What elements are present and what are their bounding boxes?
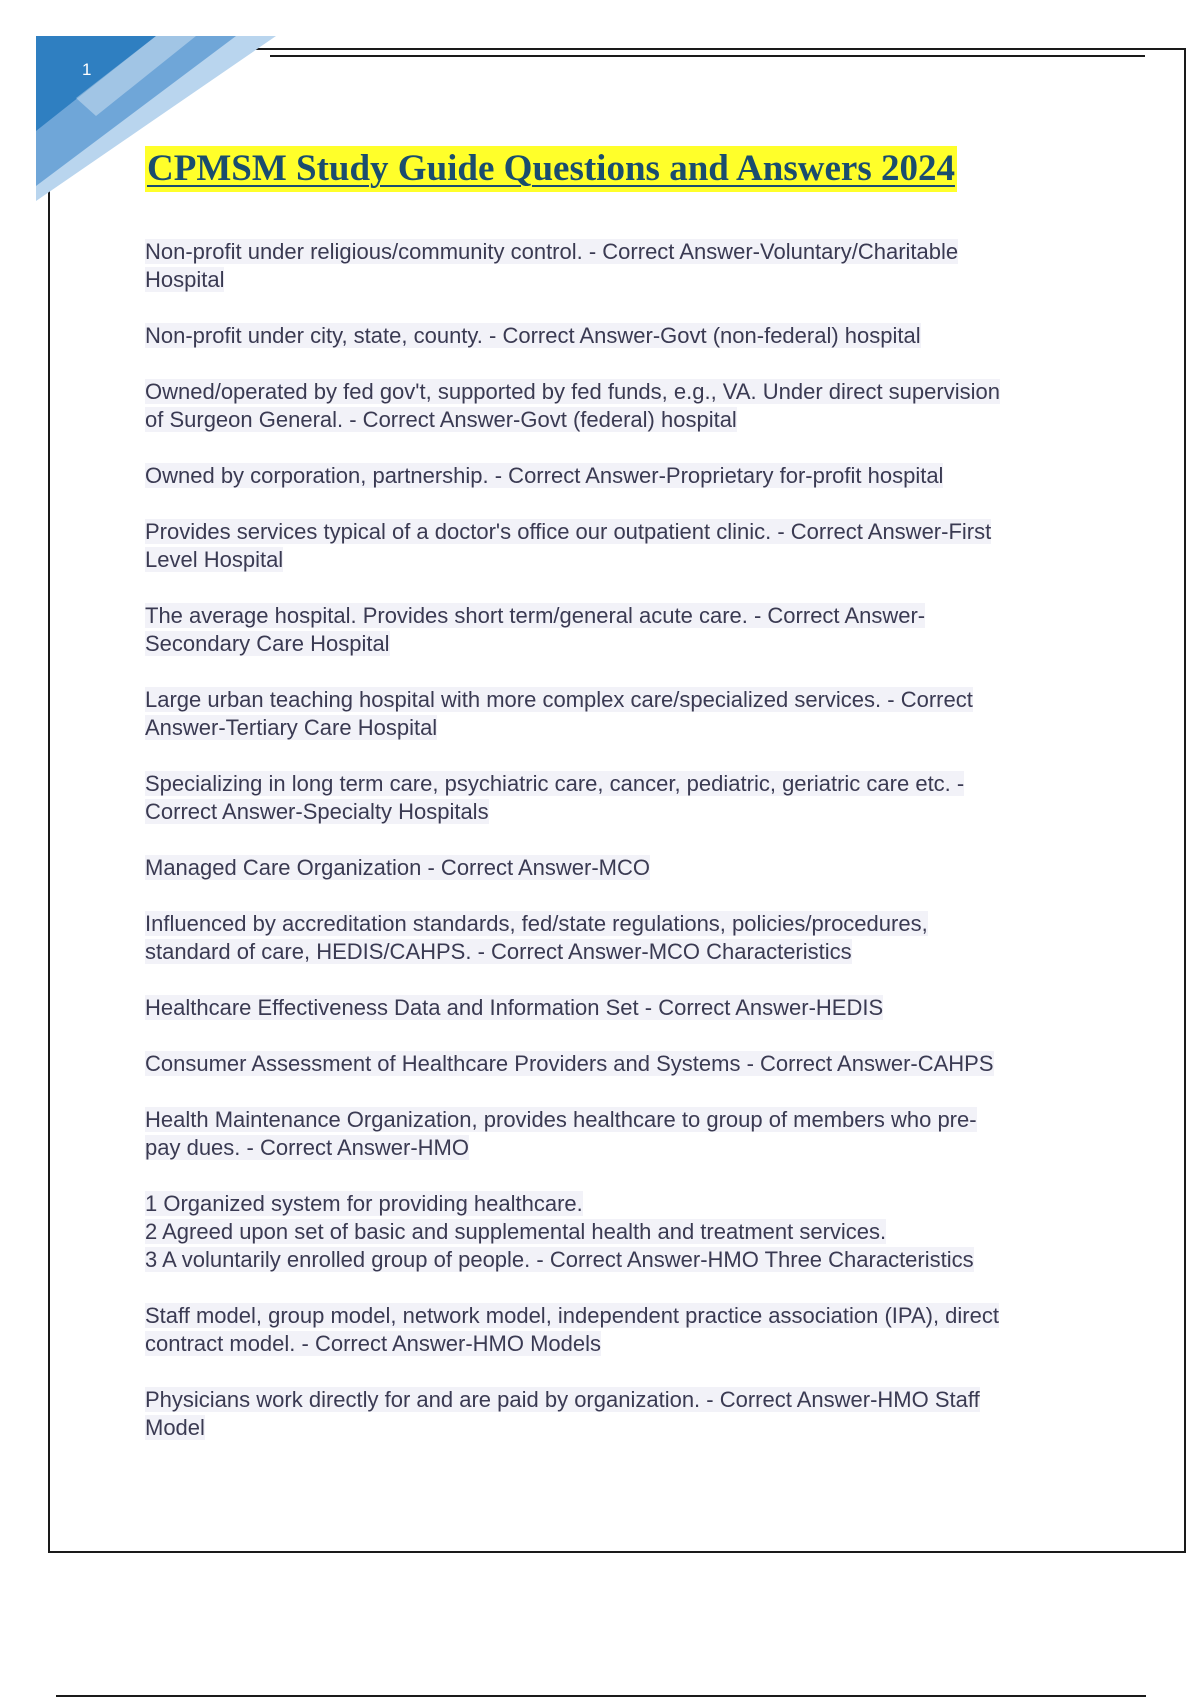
qa-line — [145, 798, 1095, 826]
qa-line — [145, 630, 1095, 658]
qa-text: Provides services typical of a doctor's office our outpatient clinic. - Correct Answer-First — [145, 519, 992, 544]
qa-line — [145, 518, 1095, 546]
qa-text: contract model. - Correct Answer-HMO Models — [145, 1331, 602, 1356]
qa-line — [145, 1218, 1095, 1246]
qa-item — [145, 686, 1095, 742]
qa-item — [145, 518, 1095, 574]
qa-text: Non-profit under city, state, county. - Correct Answer-Govt (non-federal) hospital — [145, 323, 921, 348]
qa-line — [145, 938, 1095, 966]
qa-item — [145, 770, 1095, 826]
qa-text: The average hospital. Provides short term/general acute care. - Correct Answer- — [145, 603, 926, 628]
qa-line — [145, 686, 1095, 714]
qa-line — [145, 770, 1095, 798]
footer-rule — [56, 1695, 1146, 1697]
qa-text: Correct Answer-Specialty Hospitals — [145, 799, 489, 824]
qa-text: Health Maintenance Organization, provides healthcare to group of members who pre- — [145, 1107, 977, 1132]
qa-text: Staff model, group model, network model, independent practice association (IPA), direct — [145, 1303, 999, 1328]
qa-item — [145, 602, 1095, 658]
qa-text: Healthcare Effectiveness Data and Information Set - Correct Answer-HEDIS — [145, 995, 884, 1020]
qa-text: Managed Care Organization - Correct Answer-MCO — [145, 855, 650, 880]
header-rule — [270, 55, 1145, 57]
qa-line — [145, 322, 1095, 350]
qa-item — [145, 322, 1095, 350]
qa-text: pay dues. - Correct Answer-HMO — [145, 1135, 469, 1160]
qa-text: Secondary Care Hospital — [145, 631, 390, 656]
qa-item — [145, 1386, 1095, 1442]
qa-text: Physicians work directly for and are paid by organization. - Correct Answer-HMO Staff — [145, 1387, 980, 1412]
qa-text: Level Hospital — [145, 547, 284, 572]
qa-item — [145, 854, 1095, 882]
qa-line — [145, 238, 1095, 266]
qa-item — [145, 1050, 1095, 1078]
qa-text: 1 Organized system for providing healthcare. — [145, 1191, 583, 1216]
qa-item — [145, 1106, 1095, 1162]
document-title: CPMSM Study Guide Questions and Answers 2024 — [145, 146, 957, 192]
page-number: 1 — [82, 60, 92, 79]
qa-line — [145, 1106, 1095, 1134]
qa-text: standard of care, HEDIS/CAHPS. - Correct Answer-MCO Characteristics — [145, 939, 852, 964]
qa-item — [145, 238, 1095, 294]
qa-text: of Surgeon General. - Correct Answer-Govt (federal) hospital — [145, 407, 737, 432]
qa-line — [145, 1134, 1095, 1162]
qa-item — [145, 1190, 1095, 1274]
qa-item — [145, 378, 1095, 434]
qa-line — [145, 1246, 1095, 1274]
qa-text: Large urban teaching hospital with more complex care/specialized services. - Correct — [145, 687, 973, 712]
qa-item — [145, 1302, 1095, 1358]
qa-text: Specializing in long term care, psychiatric care, cancer, pediatric, geriatric care etc. - — [145, 771, 965, 796]
qa-line — [145, 378, 1095, 406]
qa-text: 2 Agreed upon set of basic and supplemental health and treatment services. — [145, 1219, 887, 1244]
qa-line — [145, 994, 1095, 1022]
qa-text: Owned by corporation, partnership. - Correct Answer-Proprietary for-profit hospital — [145, 463, 944, 488]
qa-list — [145, 238, 1095, 1470]
qa-text: Non-profit under religious/community control. - Correct Answer-Voluntary/Charitable — [145, 239, 959, 264]
qa-line — [145, 602, 1095, 630]
qa-line — [145, 266, 1095, 294]
qa-line — [145, 1414, 1095, 1442]
qa-line — [145, 546, 1095, 574]
qa-text: 3 A voluntarily enrolled group of people. - Correct Answer-HMO Three Characteristics — [145, 1247, 974, 1272]
qa-text: Influenced by accreditation standards, fed/state regulations, policies/procedures, — [145, 911, 928, 936]
qa-line — [145, 910, 1095, 938]
qa-item — [145, 462, 1095, 490]
qa-item — [145, 994, 1095, 1022]
qa-line — [145, 1330, 1095, 1358]
qa-line — [145, 462, 1095, 490]
qa-line — [145, 714, 1095, 742]
qa-line — [145, 406, 1095, 434]
qa-text: Hospital — [145, 267, 225, 292]
qa-text: Consumer Assessment of Healthcare Providers and Systems - Correct Answer-CAHPS — [145, 1051, 994, 1076]
qa-text: Answer-Tertiary Care Hospital — [145, 715, 438, 740]
qa-line — [145, 1190, 1095, 1218]
qa-line — [145, 1302, 1095, 1330]
qa-text: Model — [145, 1415, 205, 1440]
qa-text: Owned/operated by fed gov't, supported by fed funds, e.g., VA. Under direct supervision — [145, 379, 1000, 404]
qa-line — [145, 1050, 1095, 1078]
qa-line — [145, 854, 1095, 882]
qa-item — [145, 910, 1095, 966]
qa-line — [145, 1386, 1095, 1414]
